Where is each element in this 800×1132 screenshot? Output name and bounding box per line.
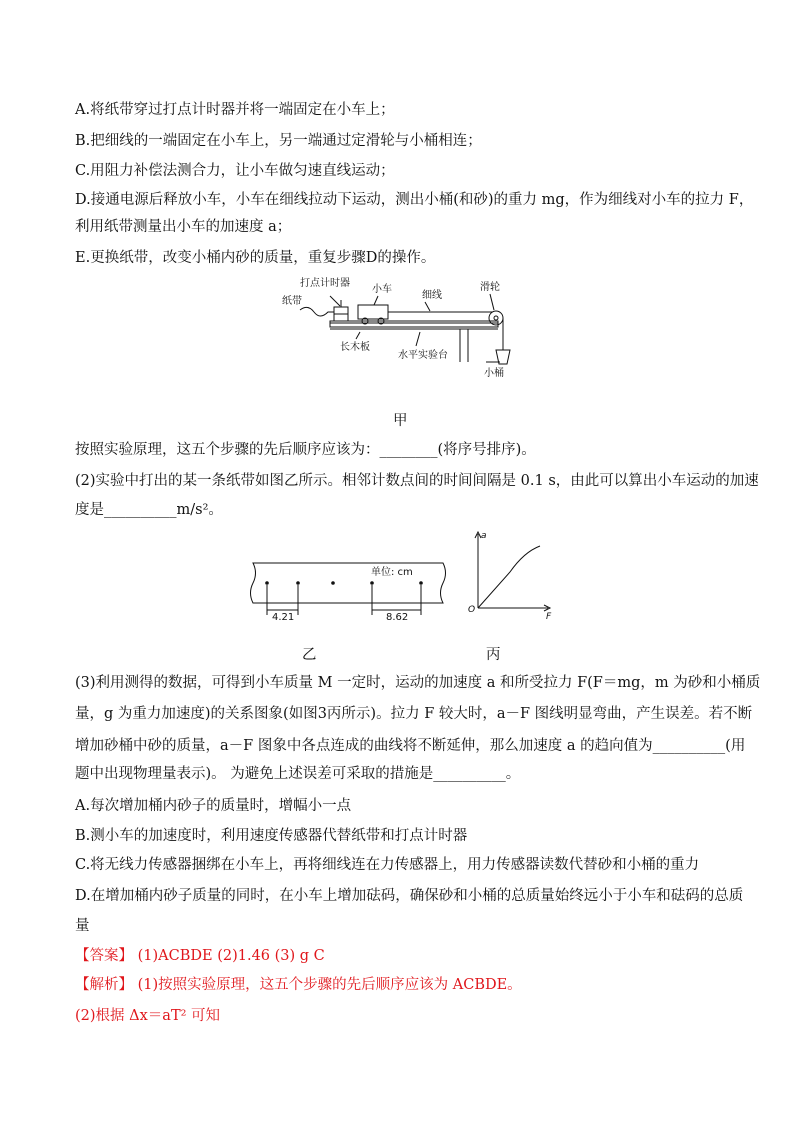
q1-text: 按照实验原理，这五个步骤的先后顺序应该为：________(将序号排序)。: [75, 442, 536, 458]
q3-text-3: 增加砂桶中砂的质量，a－F 图象中各点连成的曲线将不断延伸，那么加速度 a 的趋向值为__________(用: [75, 738, 746, 754]
car: [358, 305, 388, 319]
q3-text-2: 量，g 为重力加速度)的关系图象(如图3丙所示)。拉力 F 较大时，a－F 图线明显弯曲，产生误差。若不断: [75, 706, 753, 722]
tape-dot: [419, 581, 423, 585]
x-axis-label: F: [546, 612, 552, 620]
tape-outline: [251, 563, 446, 603]
option-c: C.将无线力传感器捆绑在小车上，再将细线连在力传感器上，用力传感器读数代替砂和小桶的重力: [75, 857, 700, 873]
label-timer: 打点计时器: [300, 278, 350, 289]
label-car: 小车: [372, 284, 392, 295]
step-a: A.将纸带穿过打点计时器并将一端固定在小车上；: [75, 102, 395, 118]
option-a: A.每次增加桶内砂子的质量时，增幅小一点: [75, 798, 352, 814]
option-d-cont: 量: [75, 918, 90, 934]
origin-label: O: [468, 605, 476, 615]
caption-jia: 甲: [393, 413, 408, 429]
tape-d1: 4.21: [272, 612, 295, 623]
af-graph: [462, 528, 562, 620]
q3-text-1: (3)利用测得的数据，可得到小车质量 M 一定时，运动的加速度 a 和所受拉力 F(F＝mg，m 为砂和小桶质: [75, 675, 761, 691]
step-c: C.用阻力补偿法测合力，让小车做匀速直线运动；: [75, 163, 395, 179]
tape-d2: 8.62: [386, 612, 409, 623]
af-curve: [478, 546, 540, 608]
tape-dot: [296, 581, 300, 585]
label-board: 长木板: [340, 342, 370, 353]
y-axis-label: a: [481, 531, 487, 541]
step-d-cont: 利用纸带测量出小车的加速度 a；: [75, 219, 292, 235]
tape-dot: [265, 581, 269, 585]
step-b: B.把细线的一端固定在小车上，另一端通过定滑轮与小桶相连；: [75, 133, 482, 149]
option-b: B.测小车的加速度时，利用速度传感器代替纸带和打点计时器: [75, 828, 468, 844]
analysis-line-2: (2)根据 Δx＝aT² 可知: [75, 1008, 221, 1024]
answer-line: 【答案】 (1)ACBDE (2)1.46 (3) g C: [75, 948, 325, 964]
tape-unit: 单位: cm: [371, 567, 413, 578]
label-string: 细线: [422, 290, 442, 301]
caption-bing: 丙: [486, 647, 501, 663]
tape-wave: [300, 307, 334, 316]
apparatus-figure: [270, 272, 530, 380]
analysis-line: 【解析】 (1)按照实验原理，这五个步骤的先后顺序应该为 ACBDE。: [75, 977, 522, 993]
tape-dot: [331, 581, 335, 585]
q2-text-2: 度是__________m/s²。: [75, 502, 223, 518]
label-tape: 纸带: [282, 296, 302, 307]
q2-text-1: (2)实验中打出的某一条纸带如图乙所示。相邻计数点间的时间间隔是 0.1 s，由此可以算出小车运动的加速: [75, 473, 759, 489]
label-bucket: 小桶: [484, 368, 504, 379]
caption-yi: 乙: [302, 647, 317, 663]
label-pulley: 滑轮: [480, 282, 500, 293]
tape-dot: [370, 581, 374, 585]
q3-text-4: 题中出现物理量表示)。 为避免上述误差可采取的措施是__________。: [75, 766, 521, 782]
board: [330, 321, 498, 327]
step-e: E.更换纸带，改变小桶内砂的质量，重复步骤D的操作。: [75, 250, 436, 266]
label-table: 水平实验台: [398, 350, 448, 361]
tape-figure: [243, 555, 453, 625]
option-d: D.在增加桶内砂子质量的同时，在小车上增加砝码，确保砂和小桶的总质量始终远小于小车和砝码的总质: [75, 888, 744, 904]
step-d: D.接通电源后释放小车，小车在细线拉动下运动，测出小桶(和砂)的重力 mg，作为细线对小车的拉力 F，: [75, 192, 754, 208]
